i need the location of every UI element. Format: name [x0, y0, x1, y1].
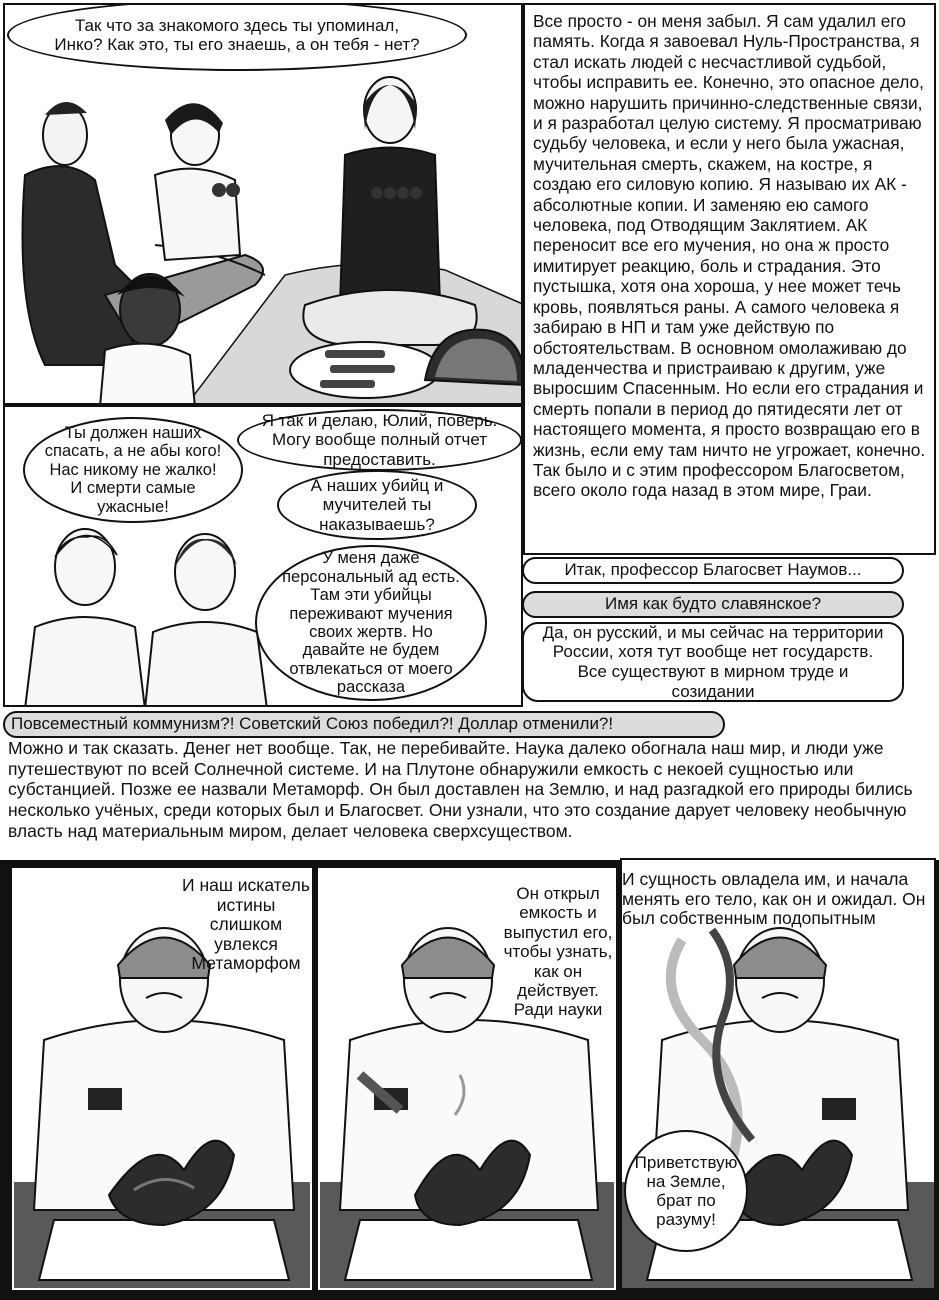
- strip-question: Повсеместный коммунизм?! Советский Союз победил?! Доллар отменили?!: [3, 711, 725, 738]
- speech-bubble-personal-hell: У меня даже персональный ад есть. Там эти убийцы переживают мучения своих жертв. Но давайте не будем отвлекаться от моего рассказа: [255, 545, 487, 701]
- panel-campfire-scene: [3, 3, 523, 405]
- dialog-line-russian: Да, он русский, и мы сейчас на территории России, хотя тут вообще нет государств. Все существуют в мирном труде и созидании: [522, 622, 904, 702]
- panel-entity-possesses: [620, 858, 936, 1290]
- panel-professor-enthralled: [12, 868, 312, 1290]
- caption-opens-container: Он открыл емкость и выпустил его, чтобы узнать, как он действует. Ради науки: [503, 884, 613, 1020]
- dialog-line-slavic-name: Имя как будто славянское?: [522, 591, 904, 618]
- speech-bubble-greeting: Приветствую на Земле, брат по разуму!: [624, 1130, 748, 1252]
- speech-bubble-doing-so: Я так и делаю, Юлий, поверь. Могу вообще полный отчет предоставить.: [237, 409, 522, 471]
- panel-boys-scene: [3, 405, 523, 707]
- caption-entity-possessed: И сущность овладела им, и начала менять его тело, как он и ожидал. Он был собственным подопытным: [622, 869, 926, 929]
- speech-bubble-punish: А наших убийц и мучителей ты наказываешь?: [277, 470, 477, 540]
- caption-enthralled: И наш искатель истины слишком увлекся Метаморфом: [182, 875, 310, 974]
- narration-main: Все просто - он меня забыл. Я сам удалил его память. Когда я завоевал Нуль-Пространства, я стал искать людей с несчастливой судьбой, чтобы исправить ее. Конечно, это опасное дело, можно нарушить причинно-следственные связи, и я разработал целую систему. Я просматриваю судьбу человека, и если у него была ужасная, мучительная смерть, скажем, на костре, я создаю его силовую копию. Я называю их АК - абсолютные копии. И заменяю ею самого человека, под Отводящим Заклятием. АК переносит все его мучения, но она ж просто имитирует реакцию, боль и страдания. Это пустышка, хотя она хороша, у нее может течь кровь, появляться раны. А самого человека я забираю в НП и там уже действую по обстоятельствам. В основном омолаживаю до младенчества и пристраиваю к другим, уже выросшим Спасенным. Но если его страдания и смерть попали в период до пятидесяти лет от настоящего момента, я просто возвращаю его в жизнь, если ему там ничто не угрожает, конечно. Так было и с этим профессором Благосветом, всего около года назад в этом мире, Граи.: [523, 3, 936, 555]
- speech-bubble-save-ours: Ты должен наших спасать, а не абы кого! Нас никому не жалко! И смерти самые ужасные!: [23, 417, 243, 523]
- dialog-line-intro: Итак, профессор Благосвет Наумов...: [522, 557, 904, 584]
- speech-bubble-question: Так что за знакомого здесь ты упоминал, Инко? Как это, ты его знаешь, а он тебя - нет?: [7, 3, 467, 71]
- panel-professor-opens: [318, 868, 616, 1290]
- strip-answer: Можно и так сказать. Денег нет вообще. Так, не перебивайте. Наука далеко обогнала наш мир, и люди уже путешествуют по всей Солнечной системе. И на Плутоне обнаружили емкость с некоей сущностью или субстанцией. Позже ее назвали Метаморф. Он был доставлен на Землю, и над разгадкой его природы бились несколько учёных, среди которых был и Благосвет. Они узнали, что это создание дарует человеку необычную власть над материальным миром, делает человека сверхсуществом.: [8, 738, 933, 856]
